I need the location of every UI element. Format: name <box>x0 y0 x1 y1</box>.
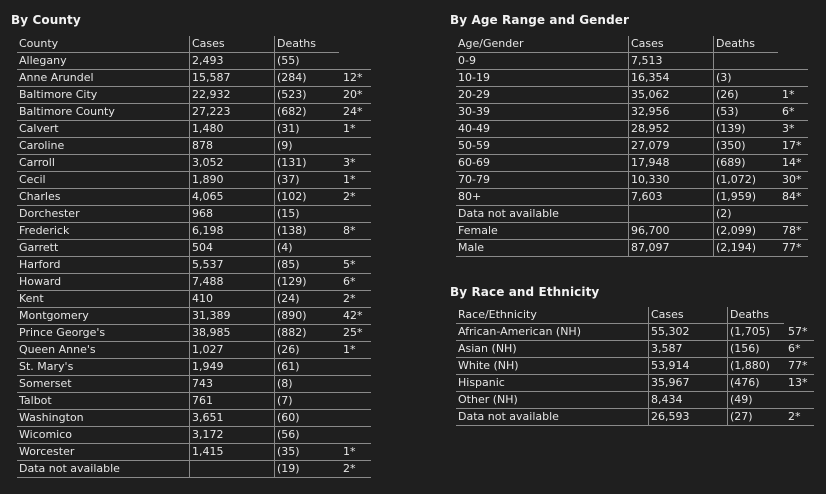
cases-cell: 27,223 <box>190 104 275 121</box>
row-label-cell: 20-29 <box>456 87 629 104</box>
probable-deaths-cell <box>339 376 371 393</box>
probable-deaths-cell <box>339 410 371 427</box>
cases-cell: 7,513 <box>629 53 714 70</box>
cases-cell: 8,434 <box>649 392 728 409</box>
row-label-cell: Cecil <box>17 172 190 189</box>
table-row <box>456 206 808 223</box>
cases-cell: 3,587 <box>649 341 728 358</box>
deaths-cell: (31) <box>275 121 340 138</box>
row-label-cell: White (NH) <box>456 358 649 375</box>
row-label-cell: Male <box>456 240 629 257</box>
row-label-cell: 0-9 <box>456 53 629 70</box>
table-row <box>17 206 371 223</box>
age-gender-table <box>456 36 808 257</box>
row-label-cell: Wicomico <box>17 427 190 444</box>
deaths-cell: (882) <box>275 325 340 342</box>
column-header: Deaths <box>275 36 340 53</box>
cases-cell: 26,593 <box>649 409 728 426</box>
county-table <box>17 36 371 478</box>
row-label-cell: Female <box>456 223 629 240</box>
cases-cell: 10,330 <box>629 172 714 189</box>
cases-cell: 7,603 <box>629 189 714 206</box>
table-row <box>17 393 371 410</box>
table-row <box>17 376 371 393</box>
row-label-cell: Prince George's <box>17 325 190 342</box>
note-column-header <box>784 307 814 324</box>
table-row <box>456 358 814 375</box>
probable-deaths-cell: 78* <box>778 223 808 240</box>
probable-deaths-cell <box>339 138 371 155</box>
table-header-row <box>456 36 808 53</box>
cases-cell: 968 <box>190 206 275 223</box>
table-row <box>17 70 371 87</box>
deaths-cell: (890) <box>275 308 340 325</box>
deaths-cell: (26) <box>714 87 779 104</box>
cases-cell: 3,052 <box>190 155 275 172</box>
probable-deaths-cell: 1* <box>339 121 371 138</box>
cases-cell: 3,651 <box>190 410 275 427</box>
deaths-cell: (9) <box>275 138 340 155</box>
cases-cell: 28,952 <box>629 121 714 138</box>
table-row <box>17 155 371 172</box>
probable-deaths-cell: 2* <box>339 461 371 478</box>
cases-cell: 1,480 <box>190 121 275 138</box>
probable-deaths-cell: 6* <box>339 274 371 291</box>
probable-deaths-cell: 2* <box>784 409 814 426</box>
probable-deaths-cell: 17* <box>778 138 808 155</box>
cases-cell: 410 <box>190 291 275 308</box>
table-row <box>17 342 371 359</box>
probable-deaths-cell <box>339 206 371 223</box>
table-row <box>456 70 808 87</box>
deaths-cell: (15) <box>275 206 340 223</box>
note-column-header <box>339 36 371 53</box>
cases-cell: 3,172 <box>190 427 275 444</box>
age-gender-section-title: By Age Range and Gender <box>450 13 630 27</box>
deaths-cell: (139) <box>714 121 779 138</box>
row-label-cell: Data not available <box>456 206 629 223</box>
deaths-cell: (60) <box>275 410 340 427</box>
row-label-cell: 30-39 <box>456 104 629 121</box>
row-label-cell: Somerset <box>17 376 190 393</box>
probable-deaths-cell: 2* <box>339 189 371 206</box>
column-header: Race/Ethnicity <box>456 307 649 324</box>
deaths-cell: (24) <box>275 291 340 308</box>
row-label-cell: Talbot <box>17 393 190 410</box>
probable-deaths-cell <box>339 53 371 70</box>
row-label-cell: Allegany <box>17 53 190 70</box>
row-label-cell: Montgomery <box>17 308 190 325</box>
probable-deaths-cell: 77* <box>784 358 814 375</box>
row-label-cell: Asian (NH) <box>456 341 649 358</box>
deaths-cell: (53) <box>714 104 779 121</box>
table-row <box>17 308 371 325</box>
row-label-cell: Hispanic <box>456 375 649 392</box>
table-row <box>17 189 371 206</box>
race-ethnicity-table <box>456 307 814 426</box>
deaths-cell: (523) <box>275 87 340 104</box>
probable-deaths-cell <box>778 206 808 223</box>
probable-deaths-cell: 20* <box>339 87 371 104</box>
row-label-cell: Anne Arundel <box>17 70 190 87</box>
probable-deaths-cell: 3* <box>778 121 808 138</box>
probable-deaths-cell: 1* <box>339 444 371 461</box>
cases-cell: 761 <box>190 393 275 410</box>
probable-deaths-cell: 77* <box>778 240 808 257</box>
table-row <box>17 104 371 121</box>
deaths-cell: (1,959) <box>714 189 779 206</box>
deaths-cell: (2) <box>714 206 779 223</box>
cases-cell: 1,890 <box>190 172 275 189</box>
probable-deaths-cell: 30* <box>778 172 808 189</box>
table-row <box>456 87 808 104</box>
deaths-cell: (284) <box>275 70 340 87</box>
column-header: Age/Gender <box>456 36 629 53</box>
probable-deaths-cell: 6* <box>784 341 814 358</box>
probable-deaths-cell: 6* <box>778 104 808 121</box>
cases-cell <box>190 461 275 478</box>
table-row <box>456 155 808 172</box>
deaths-cell: (138) <box>275 223 340 240</box>
row-label-cell: 40-49 <box>456 121 629 138</box>
race-ethnicity-section-title: By Race and Ethnicity <box>450 285 600 299</box>
cases-cell: 53,914 <box>649 358 728 375</box>
probable-deaths-cell <box>339 427 371 444</box>
probable-deaths-cell: 42* <box>339 308 371 325</box>
table-row <box>456 223 808 240</box>
deaths-cell: (102) <box>275 189 340 206</box>
table-header-row <box>17 36 371 53</box>
cases-cell: 4,065 <box>190 189 275 206</box>
table-row <box>17 274 371 291</box>
table-row <box>456 172 808 189</box>
table-row <box>17 359 371 376</box>
cases-cell: 1,415 <box>190 444 275 461</box>
table-row <box>456 341 814 358</box>
probable-deaths-cell <box>784 392 814 409</box>
deaths-cell: (4) <box>275 240 340 257</box>
table-row <box>17 257 371 274</box>
probable-deaths-cell: 1* <box>339 172 371 189</box>
probable-deaths-cell: 8* <box>339 223 371 240</box>
probable-deaths-cell: 5* <box>339 257 371 274</box>
deaths-cell: (37) <box>275 172 340 189</box>
probable-deaths-cell: 2* <box>339 291 371 308</box>
deaths-cell: (129) <box>275 274 340 291</box>
deaths-cell: (56) <box>275 427 340 444</box>
row-label-cell: 60-69 <box>456 155 629 172</box>
cases-cell: 2,493 <box>190 53 275 70</box>
probable-deaths-cell: 24* <box>339 104 371 121</box>
probable-deaths-cell: 57* <box>784 324 814 341</box>
probable-deaths-cell: 1* <box>339 342 371 359</box>
cases-cell: 35,967 <box>649 375 728 392</box>
column-header: Cases <box>649 307 728 324</box>
deaths-cell: (55) <box>275 53 340 70</box>
deaths-cell: (682) <box>275 104 340 121</box>
cases-cell: 38,985 <box>190 325 275 342</box>
row-label-cell: 50-59 <box>456 138 629 155</box>
row-label-cell: Frederick <box>17 223 190 240</box>
table-row <box>456 409 814 426</box>
row-label-cell: Washington <box>17 410 190 427</box>
cases-cell: 6,198 <box>190 223 275 240</box>
deaths-cell: (1,705) <box>728 324 785 341</box>
deaths-cell: (476) <box>728 375 785 392</box>
table-row <box>456 121 808 138</box>
table-row <box>17 461 371 478</box>
deaths-cell: (35) <box>275 444 340 461</box>
table-row <box>17 410 371 427</box>
deaths-cell: (19) <box>275 461 340 478</box>
row-label-cell: Baltimore County <box>17 104 190 121</box>
deaths-cell: (26) <box>275 342 340 359</box>
table-row <box>456 138 808 155</box>
probable-deaths-cell: 1* <box>778 87 808 104</box>
cases-cell: 31,389 <box>190 308 275 325</box>
row-label-cell: Data not available <box>17 461 190 478</box>
table-row <box>17 53 371 70</box>
table-row <box>456 53 808 70</box>
deaths-cell: (3) <box>714 70 779 87</box>
row-label-cell: Baltimore City <box>17 87 190 104</box>
column-header: Deaths <box>728 307 785 324</box>
table-row <box>456 189 808 206</box>
deaths-cell: (27) <box>728 409 785 426</box>
probable-deaths-cell: 13* <box>784 375 814 392</box>
table-row <box>17 325 371 342</box>
deaths-cell: (61) <box>275 359 340 376</box>
table-row <box>17 291 371 308</box>
deaths-cell: (689) <box>714 155 779 172</box>
table-row <box>17 240 371 257</box>
row-label-cell: 10-19 <box>456 70 629 87</box>
row-label-cell: 80+ <box>456 189 629 206</box>
deaths-cell: (8) <box>275 376 340 393</box>
table-header-row <box>456 307 814 324</box>
table-row <box>17 121 371 138</box>
deaths-cell: (2,194) <box>714 240 779 257</box>
table-row <box>456 240 808 257</box>
probable-deaths-cell <box>778 70 808 87</box>
deaths-cell: (2,099) <box>714 223 779 240</box>
cases-cell: 878 <box>190 138 275 155</box>
row-label-cell: Other (NH) <box>456 392 649 409</box>
cases-cell <box>629 206 714 223</box>
deaths-cell: (1,072) <box>714 172 779 189</box>
deaths-cell: (156) <box>728 341 785 358</box>
deaths-cell: (1,880) <box>728 358 785 375</box>
cases-cell: 27,079 <box>629 138 714 155</box>
cases-cell: 55,302 <box>649 324 728 341</box>
row-label-cell: Queen Anne's <box>17 342 190 359</box>
column-header: Cases <box>629 36 714 53</box>
cases-cell: 1,949 <box>190 359 275 376</box>
table-row <box>17 427 371 444</box>
row-label-cell: Harford <box>17 257 190 274</box>
probable-deaths-cell <box>339 240 371 257</box>
probable-deaths-cell <box>339 393 371 410</box>
county-section-title: By County <box>11 13 81 27</box>
row-label-cell: Dorchester <box>17 206 190 223</box>
row-label-cell: Worcester <box>17 444 190 461</box>
table-row <box>17 444 371 461</box>
row-label-cell: Carroll <box>17 155 190 172</box>
cases-cell: 96,700 <box>629 223 714 240</box>
row-label-cell: 70-79 <box>456 172 629 189</box>
deaths-cell <box>714 53 779 70</box>
cases-cell: 504 <box>190 240 275 257</box>
column-header: County <box>17 36 190 53</box>
cases-cell: 17,948 <box>629 155 714 172</box>
cases-cell: 87,097 <box>629 240 714 257</box>
cases-cell: 743 <box>190 376 275 393</box>
deaths-cell: (7) <box>275 393 340 410</box>
column-header: Deaths <box>714 36 779 53</box>
probable-deaths-cell: 14* <box>778 155 808 172</box>
cases-cell: 15,587 <box>190 70 275 87</box>
cases-cell: 7,488 <box>190 274 275 291</box>
cases-cell: 1,027 <box>190 342 275 359</box>
row-label-cell: Garrett <box>17 240 190 257</box>
row-label-cell: Charles <box>17 189 190 206</box>
table-row <box>17 87 371 104</box>
cases-cell: 5,537 <box>190 257 275 274</box>
row-label-cell: Calvert <box>17 121 190 138</box>
deaths-cell: (131) <box>275 155 340 172</box>
row-label-cell: Kent <box>17 291 190 308</box>
column-header: Cases <box>190 36 275 53</box>
table-row <box>456 104 808 121</box>
probable-deaths-cell: 12* <box>339 70 371 87</box>
table-row <box>456 324 814 341</box>
table-row <box>17 172 371 189</box>
probable-deaths-cell <box>339 359 371 376</box>
row-label-cell: African-American (NH) <box>456 324 649 341</box>
deaths-cell: (350) <box>714 138 779 155</box>
cases-cell: 22,932 <box>190 87 275 104</box>
table-row <box>456 375 814 392</box>
cases-cell: 16,354 <box>629 70 714 87</box>
probable-deaths-cell: 84* <box>778 189 808 206</box>
deaths-cell: (49) <box>728 392 785 409</box>
table-row <box>17 138 371 155</box>
note-column-header <box>778 36 808 53</box>
row-label-cell: Caroline <box>17 138 190 155</box>
probable-deaths-cell: 3* <box>339 155 371 172</box>
row-label-cell: Data not available <box>456 409 649 426</box>
cases-cell: 32,956 <box>629 104 714 121</box>
row-label-cell: St. Mary's <box>17 359 190 376</box>
row-label-cell: Howard <box>17 274 190 291</box>
table-row <box>456 392 814 409</box>
probable-deaths-cell: 25* <box>339 325 371 342</box>
table-row <box>17 223 371 240</box>
probable-deaths-cell <box>778 53 808 70</box>
cases-cell: 35,062 <box>629 87 714 104</box>
deaths-cell: (85) <box>275 257 340 274</box>
